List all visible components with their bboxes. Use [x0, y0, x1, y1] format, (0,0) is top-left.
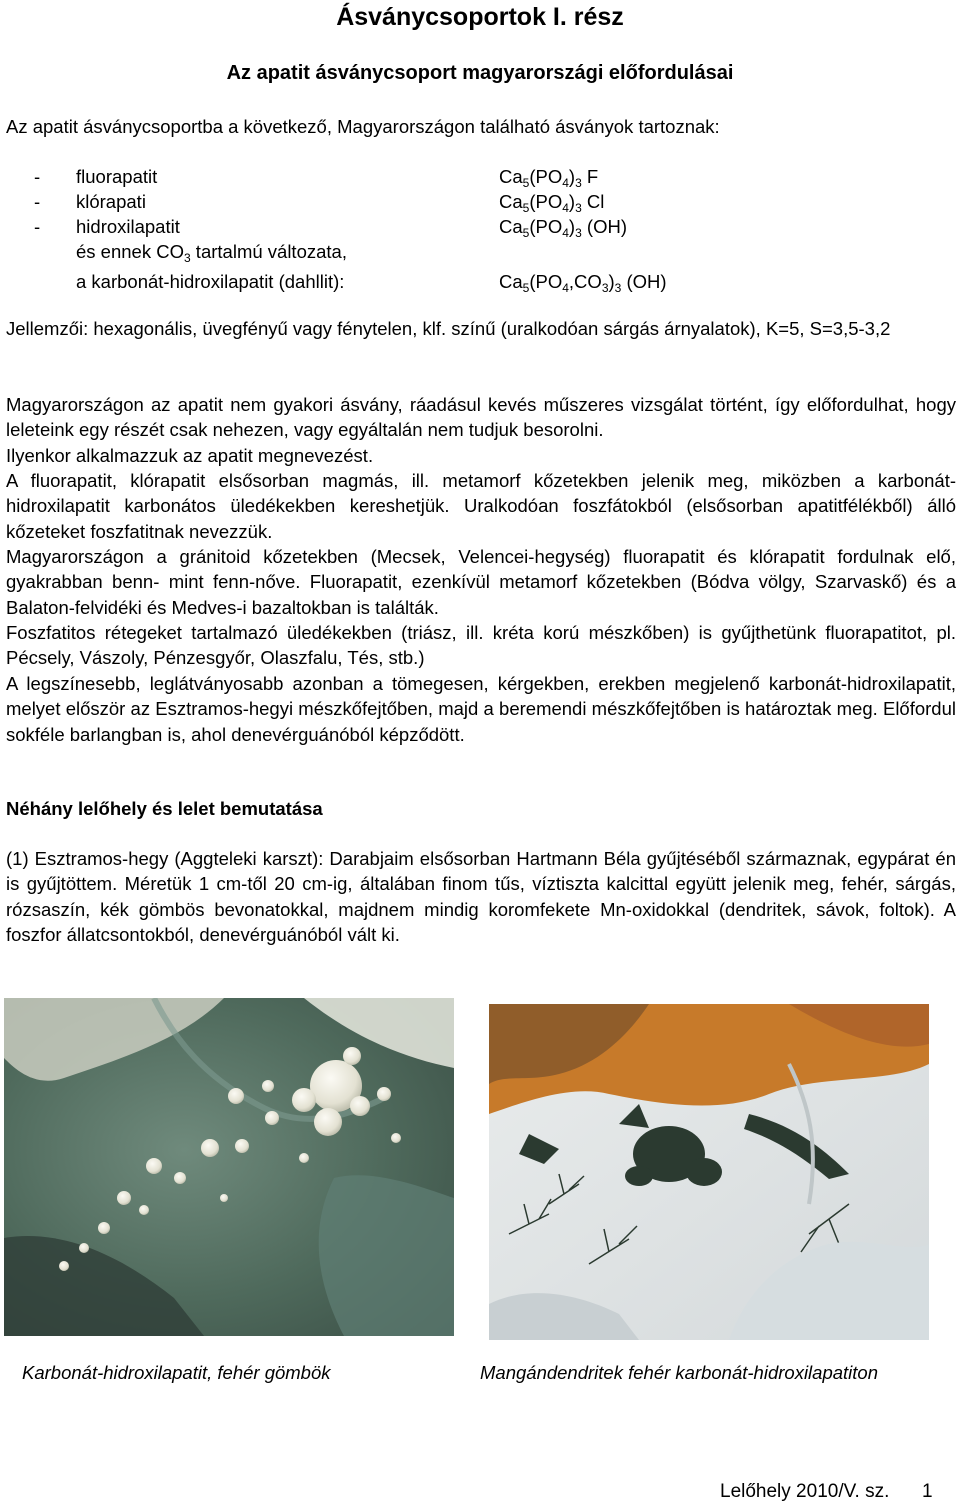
- mineral-row-fluorapatit: [6, 164, 956, 189]
- mineral-name: klórapati: [76, 191, 146, 212]
- intro-text: Az apatit ásványcsoportba a következő, Magyarországon található ásványok tartoznak:: [6, 116, 720, 137]
- list-dash: -: [34, 216, 41, 237]
- section-title: Néhány lelőhely és lelet bemutatása: [6, 798, 323, 819]
- list-dash: -: [34, 166, 41, 187]
- page-subtitle: Az apatit ásványcsoport magyarországi előfordulásai: [226, 62, 734, 84]
- mineral-name: és ennek $CO_3$ tartalmú változata,: [76, 241, 347, 265]
- mineral-list: [6, 164, 956, 296]
- body-paragraph-5: Foszfatitos rétegeket tartalmazó üledékekben (triász, ill. kréta korú mészkőben) is gyűjthetünk fluorapatitot, pl. Pécsely, Vászoly, Pénzesgyőr, Olaszfalu, Tés, stb.): [6, 622, 956, 669]
- mineral-formula: $Ca_5(PO_4)_3$ F: [499, 166, 599, 190]
- mineral-name: hidroxilapatit: [76, 216, 180, 237]
- mineral-name: fluorapatit: [76, 166, 158, 187]
- photo-mn-dendrites-image: [489, 1004, 929, 1340]
- mineral-name: a karbonát-hidroxilapatit (dahllit):: [76, 271, 345, 292]
- locality-1-paragraph: (1) Esztramos-hegy (Aggteleki karszt): Darabjaim elsősorban Hartmann Béla gyűjtéséből származnak, egypárat én is gyűjtöttem. Méretük 1 cm-től 20 cm-ig, általában finom tűs, víztiszta kalcittal együtt jelenik meg, fehér, sárgás, rózsaszín, kék gömbös bevonatokkal, majdnem mindig koromfekete Mn-oxidokkal (dendritek, sávok, foltok). A foszfor állatcsontokból, denevérguánóból vált ki.: [6, 848, 956, 945]
- mineral-row-co3-variant: [6, 239, 956, 264]
- body-paragraph-1: Magyarországon az apatit nem gyakori ásvány, ráadásul kevés műszeres vizsgálat történt, így előfordulhat, hogy leleteink egy részét csak nehezen, vagy egyáltalán nem tudjuk besorolni.: [6, 394, 956, 441]
- mineral-formula: $Ca_5(PO_4)_3$ Cl: [499, 191, 605, 215]
- body-paragraph-2: Ilyenkor alkalmazzuk az apatit megnevezést.: [6, 445, 374, 466]
- mineral-formula: $Ca_5(PO_4)_3$ (OH): [499, 216, 627, 240]
- list-dash: -: [34, 191, 41, 212]
- page-footer: [720, 1480, 950, 1504]
- body-paragraph-3: A fluorapatit, klórapatit elsősorban magmás, ill. metamorf kőzetekben jelenik meg, miközben a karbonát-hidroxilapatit karbonátos üledékekben kereshetjük. Uralkodóan foszfátokból (elsősorban apatitfélékből) álló kőzeteket foszfatitnak nevezzük.: [6, 470, 956, 542]
- photo-mn-dendrites: [489, 1004, 929, 1340]
- caption-right: Mangándendritek fehér karbonát-hidroxilapatiton: [480, 1362, 879, 1383]
- footer-source: Lelőhely 2010/V. sz.: [720, 1481, 890, 1502]
- page-title: Ásványcsoportok I. rész: [336, 3, 624, 31]
- mineral-row-hidroxilapatit: [6, 214, 956, 239]
- body-paragraph-4: Magyarországon a gránitoid kőzetekben (Mecsek, Velencei-hegység) fluorapatit és klórapatit fordulnak elő, gyakrabban benn- mint fenn-nőve. Fluorapatit, ezenkívül metamorf kőzetekben (Bódva völgy, Szarvaskő) és a Balaton-felvidéki és Medves-i bazaltokban is találták.: [6, 546, 956, 618]
- mineral-row-klorapati: [6, 189, 956, 214]
- caption-left: Karbonát-hidroxilapatit, fehér gömbök: [22, 1362, 331, 1383]
- mineral-formula: $Ca_5(PO_4,CO_3)_3$ (OH): [499, 271, 667, 295]
- photo-white-globules-image: [4, 998, 454, 1336]
- body-paragraph-6: A legszínesebb, leglátványosabb azonban a tömegesen, kérgekben, erekben megjelenő karbonát-hidroxilapatit, melyet először az Esztramos-hegyi mészkőfejtőben, majd a beremendi mészkőfejtőben is határoztak meg. Előfordul sokféle barlangban is, ahol denevérguánóból képződött.: [6, 673, 956, 745]
- photo-white-globules: [4, 998, 454, 1336]
- page-number: 1: [922, 1481, 933, 1502]
- properties-paragraph: Jellemzői: hexagonális, üvegfényű vagy fénytelen, klf. színű (uralkodóan sárgás árnyalatok), K=5, S=3,5-3,2: [6, 318, 891, 339]
- mineral-row-dahllit: [6, 264, 956, 296]
